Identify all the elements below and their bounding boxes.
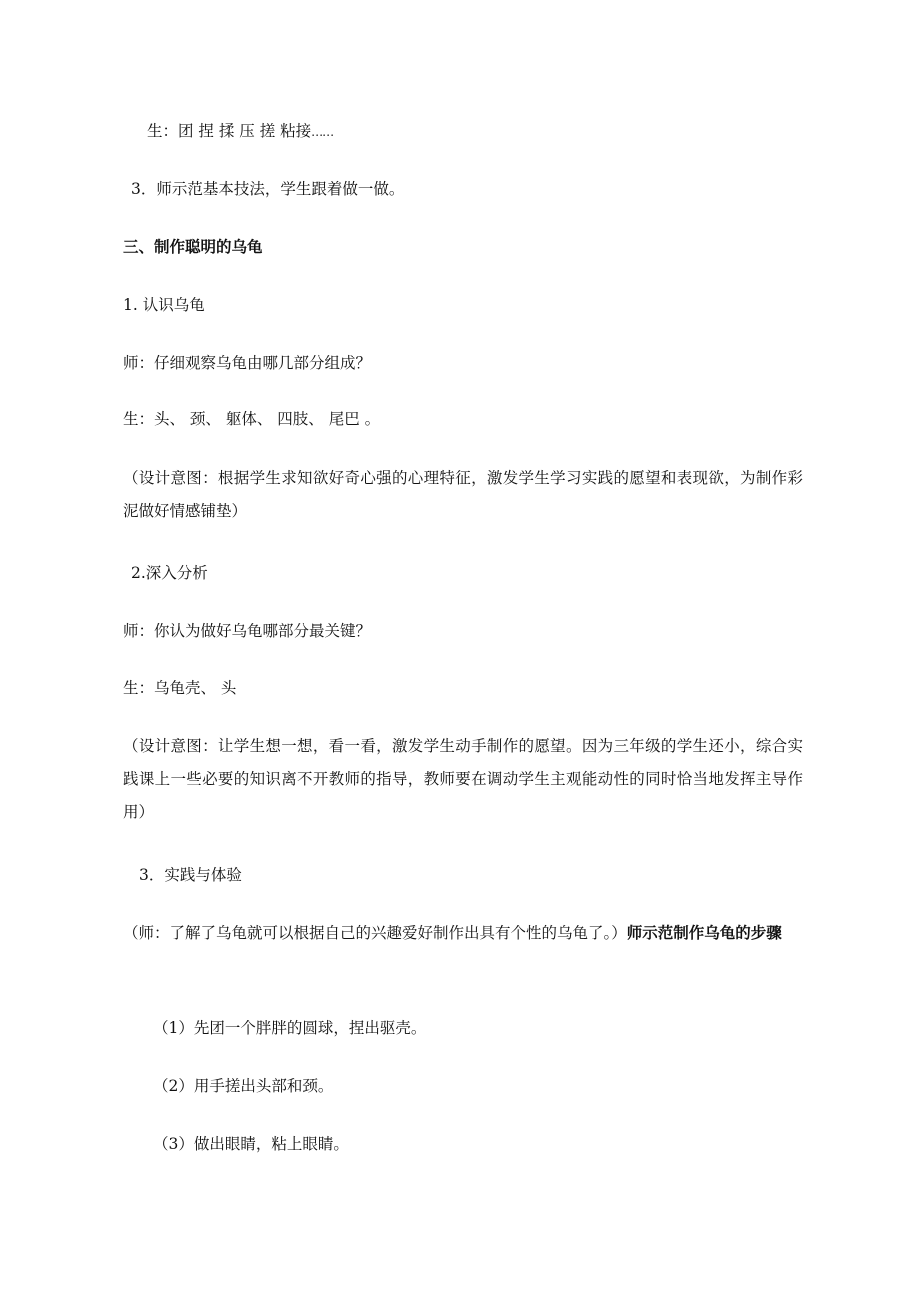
teacher-question-1: 师：仔细观察乌龟由哪几部分组成？ — [123, 354, 372, 372]
student-techniques-text: 生：团 捏 揉 压 搓 粘接 — [147, 122, 312, 140]
student-answer-2: 生：乌龟壳、 头 — [123, 679, 237, 697]
design-intent-2: （设计意图：让学生想一想，看一看，激发学生动手制作的愿望。因为三年级的学生还小，综合实践课上一些必要的知识离不开教师的指导，教师要在调动学生主观能动性的同时恰当地发挥主导作用） — [123, 737, 803, 821]
step-2: （2）用手搓出头部和颈。 — [153, 1077, 334, 1095]
item-3-heading: 3．实践与体验 — [139, 866, 242, 884]
teacher-question-2: 师：你认为做好乌龟哪部分最关键？ — [123, 622, 372, 640]
step-3: （3）做出眼睛，粘上眼睛。 — [153, 1135, 349, 1153]
teacher-intro-paragraph — [123, 916, 803, 950]
student-techniques-line — [147, 120, 333, 143]
student-techniques-trail: …… — [311, 125, 334, 139]
student-answer-1: 生：头、 颈、 躯体、 四肢、 尾巴 。 — [123, 410, 381, 428]
section-title: 三、制作聪明的乌龟 — [123, 237, 263, 256]
teacher-intro-bold: 师示范制作乌龟的步骤 — [626, 923, 782, 942]
item-1-heading: 1. 认识乌龟 — [123, 296, 205, 314]
step-1: （1）先团一个胖胖的圆球，捏出驱壳。 — [153, 1019, 427, 1037]
teacher-demo-line: 3．师示范基本技法，学生跟着做一做。 — [131, 180, 405, 198]
teacher-intro-normal: （师：了解了乌龟就可以根据自己的兴趣爱好制作出具有个性的乌龟了。） — [123, 924, 627, 942]
item-2-heading: 2.深入分析 — [131, 564, 208, 582]
design-intent-1: （设计意图：根据学生求知欲好奇心强的心理特征，激发学生学习实践的愿望和表现欲，为制作彩泥做好情感铺垫） — [123, 469, 803, 520]
